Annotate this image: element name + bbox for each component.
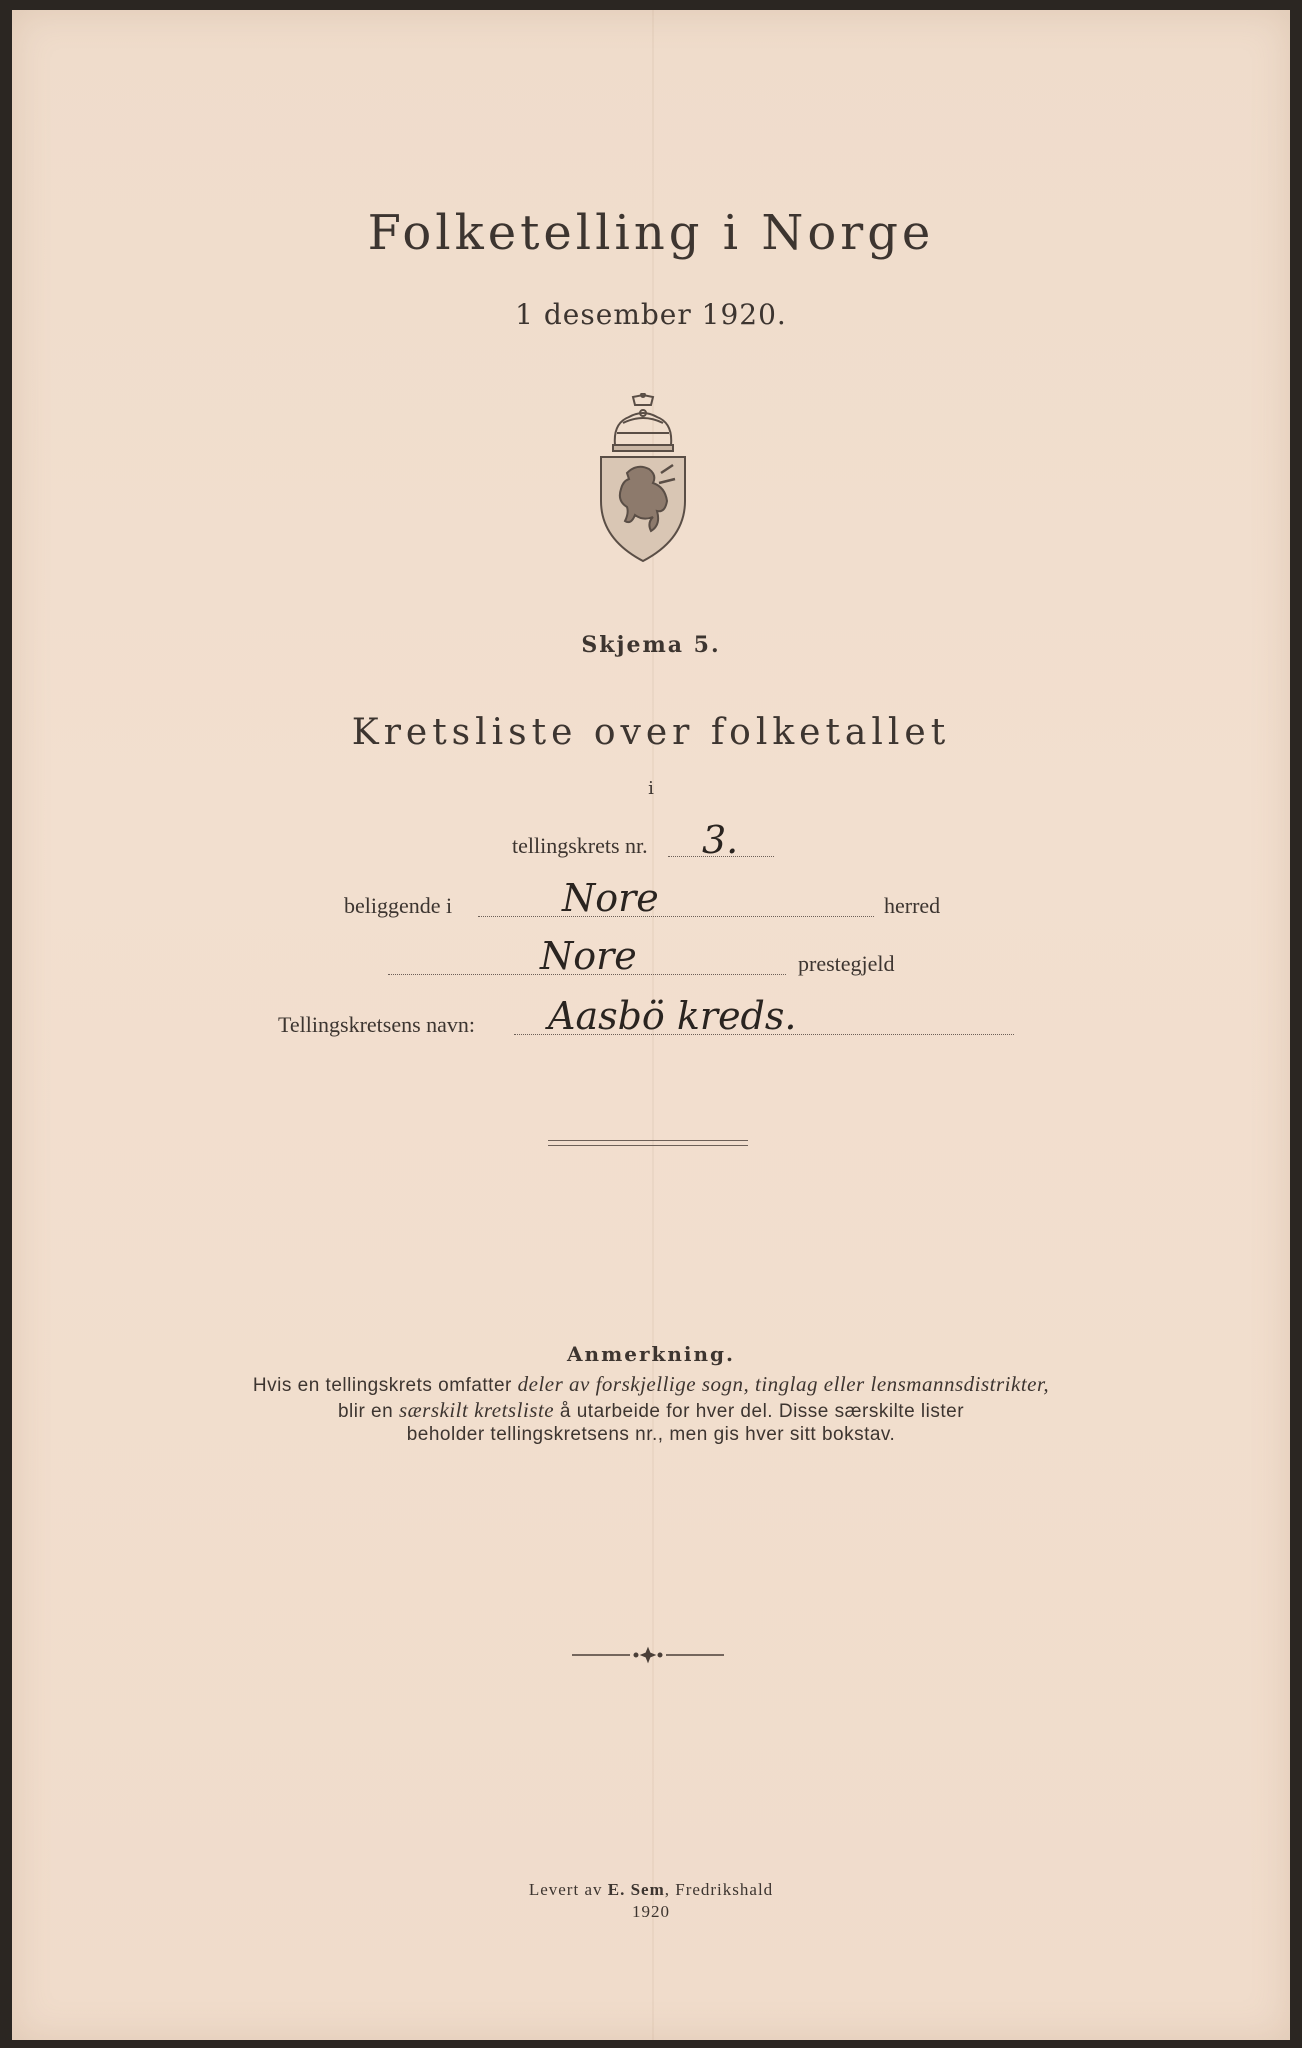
imprint-year: 1920 [632,1902,670,1921]
note-line-2-emphasis: særskilt kretsliste [398,1398,555,1422]
note-line-3: beholder tellingskretsens nr., men gis hver sitt bokstav. [406,1424,896,1445]
form-title: Folketelling i Norge [367,205,935,261]
note-line-1-text: Hvis en tellingskrets omfatter [252,1375,518,1396]
herred-prefix: beliggende i [344,893,453,918]
krets-number-label: tellingskrets nr. [512,833,648,858]
form-number: Skjema 5. [581,632,721,658]
herred-line [478,915,874,917]
herred-suffix: herred [884,893,941,918]
imprint-printer: E. Sem [607,1880,665,1899]
prestegjeld-value[interactable]: Nore [540,934,637,978]
note-line-1 [0,1372,1302,1397]
note-line-2 [0,1398,1302,1423]
norwegian-coat-of-arms-icon [597,393,689,563]
form-heading: Kretsliste over folketallet [351,712,951,753]
note-line-2-text-a: blir en [337,1401,399,1422]
ornament-icon [572,1646,724,1664]
krets-name-value[interactable]: Aasbö kreds. [548,994,797,1038]
krets-name-label: Tellingskretsens navn: [278,1012,476,1037]
printer-imprint [0,1880,1302,1900]
imprint-prefix: Levert av [528,1880,608,1899]
prestegjeld-suffix: prestegjeld [798,951,895,976]
note-line-1-emphasis: deler av forskjellige sogn, tinglag eller lensmannsdistrikter, [517,1372,1050,1396]
note-line-2-text-b: å utarbeide for hver del. Disse særskilte lister [554,1401,965,1422]
preposition: i [648,778,654,799]
note-title: Anmerkning. [567,1342,735,1366]
census-date: 1 desember 1920. [515,298,787,331]
krets-number-value[interactable]: 3. [702,818,739,862]
imprint-place: , Fredrikshald [664,1880,774,1899]
section-divider [548,1140,748,1146]
herred-value[interactable]: Nore [562,876,659,920]
